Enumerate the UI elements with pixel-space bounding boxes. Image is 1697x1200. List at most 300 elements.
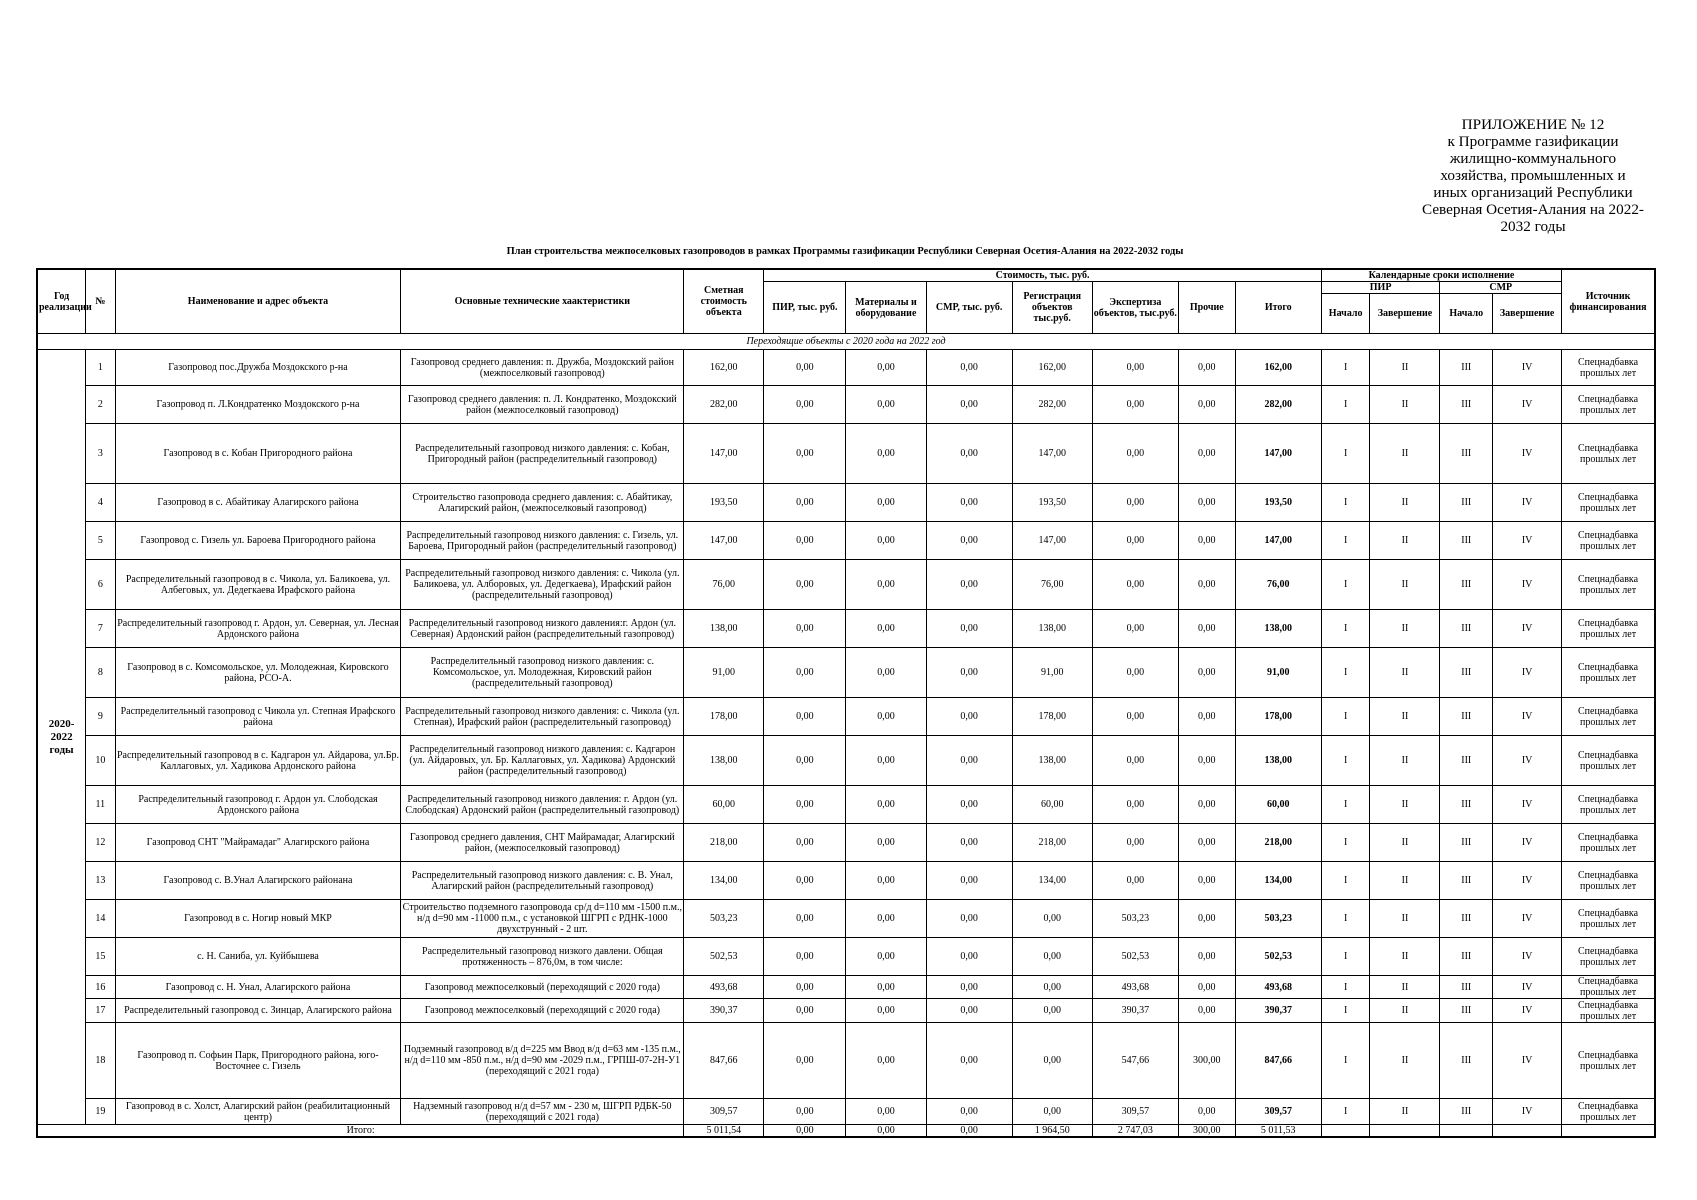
pir-start: I — [1321, 1099, 1370, 1125]
table-row — [37, 560, 1655, 610]
table-row — [37, 900, 1655, 938]
pir-start: I — [1321, 976, 1370, 999]
pir-end: II — [1370, 1023, 1440, 1099]
object-name: Газопровод в с. Холст, Алагирский район (реабилитационный центр) — [115, 1099, 401, 1125]
pir-end: II — [1370, 522, 1440, 560]
smr-value: 0,00 — [926, 900, 1012, 938]
row-number: 14 — [86, 900, 115, 938]
appendix-line: иных организаций Республики — [1433, 184, 1633, 201]
smr-end: IV — [1493, 484, 1562, 522]
object-name: Газопровод с. Гизель ул. Бароева Пригородного района — [115, 522, 401, 560]
smr-end: IV — [1493, 560, 1562, 610]
total-reg-value: 1 964,50 — [1012, 1125, 1092, 1138]
registration-value: 0,00 — [1012, 938, 1092, 976]
materials-value: 0,00 — [846, 424, 926, 484]
total-value: 193,50 — [1235, 484, 1321, 522]
expertise-value: 493,68 — [1092, 976, 1178, 999]
total-pir-value: 0,00 — [764, 1125, 846, 1138]
col-header-year: Год реализации — [37, 269, 86, 334]
col-header-cost-group: Стоимость, тыс. руб. — [764, 269, 1322, 282]
col-header-total: Итого — [1235, 282, 1321, 334]
smr-value: 0,00 — [926, 1099, 1012, 1125]
expertise-value: 0,00 — [1092, 350, 1178, 386]
tech-characteristics: Газопровод межпоселковый (переходящий с 2020 года) — [401, 999, 684, 1023]
other-value: 0,00 — [1178, 648, 1235, 698]
materials-value: 0,00 — [846, 862, 926, 900]
materials-value: 0,00 — [846, 522, 926, 560]
table-row — [37, 610, 1655, 648]
row-number: 10 — [86, 736, 115, 786]
tech-characteristics: Распределительный газопровод низкого давления: с. Чикола (ул. Баликоева, ул. Алборовых, ул. Дедегкаева), Ирафский район (распределительный газопровод) — [401, 560, 684, 610]
pir-value: 0,00 — [764, 736, 846, 786]
pir-start: I — [1321, 1023, 1370, 1099]
pir-start: I — [1321, 938, 1370, 976]
object-name: Газопровод в с. Комсомольское, ул. Молодежная, Кировского района, РСО-А. — [115, 648, 401, 698]
object-name: с. Н. Саниба, ул. Куйбышева — [115, 938, 401, 976]
tech-characteristics: Распределительный газопровод низкого давления: с. Комсомольское, ул. Молодежная, Кировский район (распределительный газопровод) — [401, 648, 684, 698]
estimate-value: 493,68 — [684, 976, 764, 999]
total-value: 138,00 — [1235, 736, 1321, 786]
row-number: 3 — [86, 424, 115, 484]
expertise-value: 0,00 — [1092, 824, 1178, 862]
row-number: 5 — [86, 522, 115, 560]
table-row — [37, 976, 1655, 999]
other-value: 0,00 — [1178, 1099, 1235, 1125]
pir-value: 0,00 — [764, 560, 846, 610]
other-value: 0,00 — [1178, 976, 1235, 999]
smr-value: 0,00 — [926, 786, 1012, 824]
pir-value: 0,00 — [764, 862, 846, 900]
other-value: 0,00 — [1178, 938, 1235, 976]
materials-value: 0,00 — [846, 386, 926, 424]
materials-value: 0,00 — [846, 900, 926, 938]
funding-source: Спецнадбавка прошлых лет — [1562, 862, 1655, 900]
total-smr-value: 0,00 — [926, 1125, 1012, 1138]
object-name: Распределительный газопровод в с. Чикола, ул. Баликоева, ул. Албеговых, ул. Дедегкаева Ирафского района — [115, 560, 401, 610]
estimate-value: 309,57 — [684, 1099, 764, 1125]
document-title: План строительства межпоселковых газопроводов в рамках Программы газификации Республики Северная Осетия-Алания на 2022-2032 годы — [506, 246, 1184, 257]
col-header-number: № — [86, 269, 115, 334]
row-number: 9 — [86, 698, 115, 736]
table-row — [37, 386, 1655, 424]
pir-end: II — [1370, 786, 1440, 824]
total-mat-value: 0,00 — [846, 1125, 926, 1138]
other-value: 0,00 — [1178, 522, 1235, 560]
tech-characteristics: Подземный газопровод в/д d=225 мм Ввод в/д d=63 мм -135 п.м., н/д d=110 мм -850 п.м., н/д d=90 мм -2029 п.м., ГРПШ-07-2Н-У1 (переходящий с 2021 года) — [401, 1023, 684, 1099]
smr-end: IV — [1493, 862, 1562, 900]
total-row — [37, 1125, 1655, 1138]
pir-start: I — [1321, 484, 1370, 522]
other-value: 0,00 — [1178, 999, 1235, 1023]
funding-source: Спецнадбавка прошлых лет — [1562, 648, 1655, 698]
col-header-schedule-group: Календарные сроки исполнение — [1321, 269, 1561, 282]
estimate-value: 847,66 — [684, 1023, 764, 1099]
smr-start: III — [1440, 976, 1493, 999]
expertise-value: 503,23 — [1092, 900, 1178, 938]
object-name: Газопровод в с. Кобан Пригородного района — [115, 424, 401, 484]
funding-source: Спецнадбавка прошлых лет — [1562, 938, 1655, 976]
smr-value: 0,00 — [926, 1023, 1012, 1099]
appendix-line: 2032 годы — [1500, 218, 1566, 235]
pir-end: II — [1370, 938, 1440, 976]
pir-end: II — [1370, 698, 1440, 736]
smr-end: IV — [1493, 1023, 1562, 1099]
pir-start: I — [1321, 862, 1370, 900]
row-number: 4 — [86, 484, 115, 522]
pir-value: 0,00 — [764, 350, 846, 386]
estimate-value: 138,00 — [684, 610, 764, 648]
object-name: Газопровод п. Софьин Парк, Пригородного района, юго-Восточнее с. Гизель — [115, 1023, 401, 1099]
other-value: 0,00 — [1178, 560, 1235, 610]
table-row — [37, 484, 1655, 522]
materials-value: 0,00 — [846, 698, 926, 736]
funding-source: Спецнадбавка прошлых лет — [1562, 386, 1655, 424]
smr-value: 0,00 — [926, 824, 1012, 862]
year-cell: 2020-2022 годы — [37, 350, 86, 1125]
smr-value: 0,00 — [926, 999, 1012, 1023]
pir-start: I — [1321, 999, 1370, 1023]
total-empty-cell — [1440, 1125, 1493, 1138]
pir-value: 0,00 — [764, 976, 846, 999]
table-row — [37, 824, 1655, 862]
object-name: Газопровод СНТ "Майрамадаг" Алагирского района — [115, 824, 401, 862]
other-value: 0,00 — [1178, 736, 1235, 786]
table-body — [37, 334, 1655, 1138]
smr-value: 0,00 — [926, 862, 1012, 900]
row-number: 1 — [86, 350, 115, 386]
estimate-value: 138,00 — [684, 736, 764, 786]
expertise-value: 390,37 — [1092, 999, 1178, 1023]
total-value: 162,00 — [1235, 350, 1321, 386]
funding-source: Спецнадбавка прошлых лет — [1562, 424, 1655, 484]
registration-value: 218,00 — [1012, 824, 1092, 862]
expertise-value: 547,66 — [1092, 1023, 1178, 1099]
funding-source: Спецнадбавка прошлых лет — [1562, 900, 1655, 938]
smr-end: IV — [1493, 350, 1562, 386]
appendix-line: ПРИЛОЖЕНИЕ № 12 — [1461, 116, 1605, 133]
table-row — [37, 698, 1655, 736]
object-name: Газопровод в с. Ногир новый МКР — [115, 900, 401, 938]
table-row — [37, 1023, 1655, 1099]
tech-characteristics: Распределительный газопровод низкого давления: с. Гизель, ул. Бароева, Пригородный район (распределительный газопровод) — [401, 522, 684, 560]
pir-end: II — [1370, 484, 1440, 522]
total-value: 76,00 — [1235, 560, 1321, 610]
expertise-value: 502,53 — [1092, 938, 1178, 976]
materials-value: 0,00 — [846, 736, 926, 786]
registration-value: 0,00 — [1012, 1023, 1092, 1099]
smr-end: IV — [1493, 698, 1562, 736]
row-number: 11 — [86, 786, 115, 824]
pir-end: II — [1370, 824, 1440, 862]
funding-source: Спецнадбавка прошлых лет — [1562, 484, 1655, 522]
object-name: Распределительный газопровод в с. Кадгарон ул. Айдарова, ул.Бр. Каллаговых, ул. Хадикова Ардонского района — [115, 736, 401, 786]
col-header-other: Прочие — [1178, 282, 1235, 334]
table-row — [37, 736, 1655, 786]
row-number: 16 — [86, 976, 115, 999]
total-value: 91,00 — [1235, 648, 1321, 698]
pir-start: I — [1321, 522, 1370, 560]
col-header-expertise: Экспертиза объектов, тыс.руб. — [1092, 282, 1178, 334]
table-row — [37, 648, 1655, 698]
funding-source: Спецнадбавка прошлых лет — [1562, 824, 1655, 862]
table-header — [37, 269, 1655, 334]
registration-value: 178,00 — [1012, 698, 1092, 736]
construction-plan-table — [36, 268, 1656, 1138]
smr-end: IV — [1493, 386, 1562, 424]
funding-source: Спецнадбавка прошлых лет — [1562, 522, 1655, 560]
appendix-block — [1408, 116, 1658, 235]
table-row — [37, 1099, 1655, 1125]
funding-source: Спецнадбавка прошлых лет — [1562, 560, 1655, 610]
registration-value: 0,00 — [1012, 999, 1092, 1023]
estimate-value: 162,00 — [684, 350, 764, 386]
table-row — [37, 786, 1655, 824]
total-value: 218,00 — [1235, 824, 1321, 862]
pir-value: 0,00 — [764, 484, 846, 522]
other-value: 0,00 — [1178, 824, 1235, 862]
object-name: Газопровод п. Л.Кондратенко Моздокского р-на — [115, 386, 401, 424]
col-header-materials: Материалы и оборудование — [846, 282, 926, 334]
total-empty-cell — [1370, 1125, 1440, 1138]
total-value: 493,68 — [1235, 976, 1321, 999]
object-name: Распределительный газопровод г. Ардон ул. Слободская Ардонского района — [115, 786, 401, 824]
pir-start: I — [1321, 698, 1370, 736]
materials-value: 0,00 — [846, 938, 926, 976]
tech-characteristics: Газопровод среднего давления: п. Л. Кондратенко, Моздокский район (межпоселковый газопровод) — [401, 386, 684, 424]
total-value: 309,57 — [1235, 1099, 1321, 1125]
table-row — [37, 424, 1655, 484]
row-number: 7 — [86, 610, 115, 648]
pir-start: I — [1321, 786, 1370, 824]
pir-start: I — [1321, 610, 1370, 648]
funding-source: Спецнадбавка прошлых лет — [1562, 999, 1655, 1023]
smr-start: III — [1440, 999, 1493, 1023]
other-value: 0,00 — [1178, 698, 1235, 736]
row-number: 12 — [86, 824, 115, 862]
expertise-value: 0,00 — [1092, 862, 1178, 900]
object-name: Распределительный газопровод с. Зинцар, Алагирского района — [115, 999, 401, 1023]
smr-end: IV — [1493, 824, 1562, 862]
materials-value: 0,00 — [846, 1023, 926, 1099]
smr-end: IV — [1493, 900, 1562, 938]
smr-start: III — [1440, 610, 1493, 648]
table-row — [37, 999, 1655, 1023]
smr-start: III — [1440, 350, 1493, 386]
funding-source: Спецнадбавка прошлых лет — [1562, 1023, 1655, 1099]
object-name: Газопровод пос.Дружба Моздокского р-на — [115, 350, 401, 386]
smr-start: III — [1440, 484, 1493, 522]
row-number: 2 — [86, 386, 115, 424]
other-value: 0,00 — [1178, 900, 1235, 938]
materials-value: 0,00 — [846, 999, 926, 1023]
expertise-value: 0,00 — [1092, 560, 1178, 610]
registration-value: 0,00 — [1012, 1099, 1092, 1125]
expertise-value: 0,00 — [1092, 424, 1178, 484]
total-value: 147,00 — [1235, 522, 1321, 560]
other-value: 0,00 — [1178, 862, 1235, 900]
smr-end: IV — [1493, 786, 1562, 824]
pir-value: 0,00 — [764, 698, 846, 736]
materials-value: 0,00 — [846, 560, 926, 610]
funding-source: Спецнадбавка прошлых лет — [1562, 350, 1655, 386]
other-value: 0,00 — [1178, 484, 1235, 522]
smr-value: 0,00 — [926, 350, 1012, 386]
registration-value: 147,00 — [1012, 424, 1092, 484]
object-name: Газопровод с. Н. Унал, Алагирского района — [115, 976, 401, 999]
pir-end: II — [1370, 900, 1440, 938]
estimate-value: 390,37 — [684, 999, 764, 1023]
pir-start: I — [1321, 424, 1370, 484]
pir-start: I — [1321, 350, 1370, 386]
funding-source: Спецнадбавка прошлых лет — [1562, 1099, 1655, 1125]
estimate-value: 134,00 — [684, 862, 764, 900]
col-header-pir: ПИР, тыс. руб. — [764, 282, 846, 334]
total-oth-value: 300,00 — [1178, 1125, 1235, 1138]
pir-start: I — [1321, 824, 1370, 862]
smr-start: III — [1440, 938, 1493, 976]
col-header-smr-end: Завершение — [1493, 294, 1562, 334]
total-value: 502,53 — [1235, 938, 1321, 976]
registration-value: 138,00 — [1012, 736, 1092, 786]
estimate-value: 282,00 — [684, 386, 764, 424]
tech-characteristics: Распределительный газопровод низкого давления: г. Ардон (ул. Слободская) Ардонский район (распределительный газопровод) — [401, 786, 684, 824]
registration-value: 282,00 — [1012, 386, 1092, 424]
registration-value: 60,00 — [1012, 786, 1092, 824]
expertise-value: 309,57 — [1092, 1099, 1178, 1125]
tech-characteristics: Распределительный газопровод низкого давления: с. Чикола (ул. Степная), Ирафский район (распределительный газопровод) — [401, 698, 684, 736]
total-exp-value: 2 747,03 — [1092, 1125, 1178, 1138]
tech-characteristics: Строительство газопровода среднего давления: с. Абайтикау, Алагирский район, (межпоселковый газопровод) — [401, 484, 684, 522]
pir-value: 0,00 — [764, 900, 846, 938]
pir-end: II — [1370, 610, 1440, 648]
other-value: 0,00 — [1178, 424, 1235, 484]
object-name: Распределительный газопровод г. Ардон, ул. Северная, ул. Лесная Ардонского района — [115, 610, 401, 648]
pir-end: II — [1370, 976, 1440, 999]
smr-start: III — [1440, 1023, 1493, 1099]
smr-start: III — [1440, 900, 1493, 938]
materials-value: 0,00 — [846, 484, 926, 522]
pir-value: 0,00 — [764, 786, 846, 824]
col-header-pir-group: ПИР — [1321, 282, 1440, 294]
total-est-value: 5 011,54 — [684, 1125, 764, 1138]
smr-value: 0,00 — [926, 938, 1012, 976]
total-value: 390,37 — [1235, 999, 1321, 1023]
smr-start: III — [1440, 648, 1493, 698]
table-row — [37, 862, 1655, 900]
funding-source: Спецнадбавка прошлых лет — [1562, 736, 1655, 786]
estimate-value: 60,00 — [684, 786, 764, 824]
total-value: 134,00 — [1235, 862, 1321, 900]
smr-value: 0,00 — [926, 698, 1012, 736]
smr-start: III — [1440, 786, 1493, 824]
pir-start: I — [1321, 386, 1370, 424]
object-name: Распределительный газопровод с Чикола ул. Степная Ирафского района — [115, 698, 401, 736]
registration-value: 134,00 — [1012, 862, 1092, 900]
total-value: 282,00 — [1235, 386, 1321, 424]
smr-start: III — [1440, 824, 1493, 862]
funding-source: Спецнадбавка прошлых лет — [1562, 610, 1655, 648]
col-header-source: Источник финансирования — [1562, 269, 1655, 334]
expertise-value: 0,00 — [1092, 610, 1178, 648]
col-header-smr-start: Начало — [1440, 294, 1493, 334]
row-number: 13 — [86, 862, 115, 900]
total-value: 178,00 — [1235, 698, 1321, 736]
col-header-smr-group: СМР — [1440, 282, 1562, 294]
pir-end: II — [1370, 560, 1440, 610]
registration-value: 193,50 — [1012, 484, 1092, 522]
total-value: 147,00 — [1235, 424, 1321, 484]
tech-characteristics: Распределительный газопровод низкого давления: с. Кобан, Пригородный район (распределительный газопровод) — [401, 424, 684, 484]
table-row — [37, 522, 1655, 560]
pir-end: II — [1370, 1099, 1440, 1125]
pir-value: 0,00 — [764, 610, 846, 648]
smr-end: IV — [1493, 938, 1562, 976]
col-header-registration: Регистрация объектов тыс.руб. — [1012, 282, 1092, 334]
row-number: 18 — [86, 1023, 115, 1099]
pir-end: II — [1370, 648, 1440, 698]
pir-value: 0,00 — [764, 824, 846, 862]
materials-value: 0,00 — [846, 976, 926, 999]
smr-end: IV — [1493, 424, 1562, 484]
estimate-value: 502,53 — [684, 938, 764, 976]
total-empty-cell — [1321, 1125, 1370, 1138]
pir-end: II — [1370, 424, 1440, 484]
smr-start: III — [1440, 698, 1493, 736]
pir-value: 0,00 — [764, 386, 846, 424]
pir-value: 0,00 — [764, 648, 846, 698]
smr-start: III — [1440, 862, 1493, 900]
pir-end: II — [1370, 350, 1440, 386]
smr-value: 0,00 — [926, 610, 1012, 648]
estimate-value: 147,00 — [684, 424, 764, 484]
appendix-line: к Программе газификации — [1447, 133, 1619, 150]
smr-value: 0,00 — [926, 386, 1012, 424]
smr-start: III — [1440, 386, 1493, 424]
other-value: 0,00 — [1178, 610, 1235, 648]
materials-value: 0,00 — [846, 824, 926, 862]
smr-start: III — [1440, 560, 1493, 610]
registration-value: 138,00 — [1012, 610, 1092, 648]
tech-characteristics: Газопровод среднего давления: п. Дружба, Моздокский район (межпоселковый газопровод) — [401, 350, 684, 386]
smr-value: 0,00 — [926, 424, 1012, 484]
smr-end: IV — [1493, 610, 1562, 648]
estimate-value: 178,00 — [684, 698, 764, 736]
pir-end: II — [1370, 999, 1440, 1023]
smr-end: IV — [1493, 522, 1562, 560]
total-tot-value: 5 011,53 — [1235, 1125, 1321, 1138]
appendix-line: жилищно-коммунального — [1449, 150, 1617, 167]
registration-value: 0,00 — [1012, 976, 1092, 999]
table-row — [37, 938, 1655, 976]
estimate-value: 503,23 — [684, 900, 764, 938]
smr-end: IV — [1493, 999, 1562, 1023]
funding-source: Спецнадбавка прошлых лет — [1562, 698, 1655, 736]
other-value: 0,00 — [1178, 386, 1235, 424]
estimate-value: 193,50 — [684, 484, 764, 522]
col-header-pir-end: Завершение — [1370, 294, 1440, 334]
pir-value: 0,00 — [764, 938, 846, 976]
tech-characteristics: Строительство подземного газопровода ср/д d=110 мм -1500 п.м., н/д d=90 мм -11000 п.м., с установкой ШГРП с РДНК-1000 двухструнный - 2 шт. — [401, 900, 684, 938]
total-empty-cell — [1562, 1125, 1655, 1138]
row-number: 17 — [86, 999, 115, 1023]
total-value: 503,23 — [1235, 900, 1321, 938]
materials-value: 0,00 — [846, 786, 926, 824]
tech-characteristics: Газопровод среднего давления, СНТ Майрамадаг, Алагирский район, (межпоселковый газопровод) — [401, 824, 684, 862]
table-row — [37, 350, 1655, 386]
pir-start: I — [1321, 560, 1370, 610]
registration-value: 162,00 — [1012, 350, 1092, 386]
col-header-estimate: Сметная стоимость объекта — [684, 269, 764, 334]
